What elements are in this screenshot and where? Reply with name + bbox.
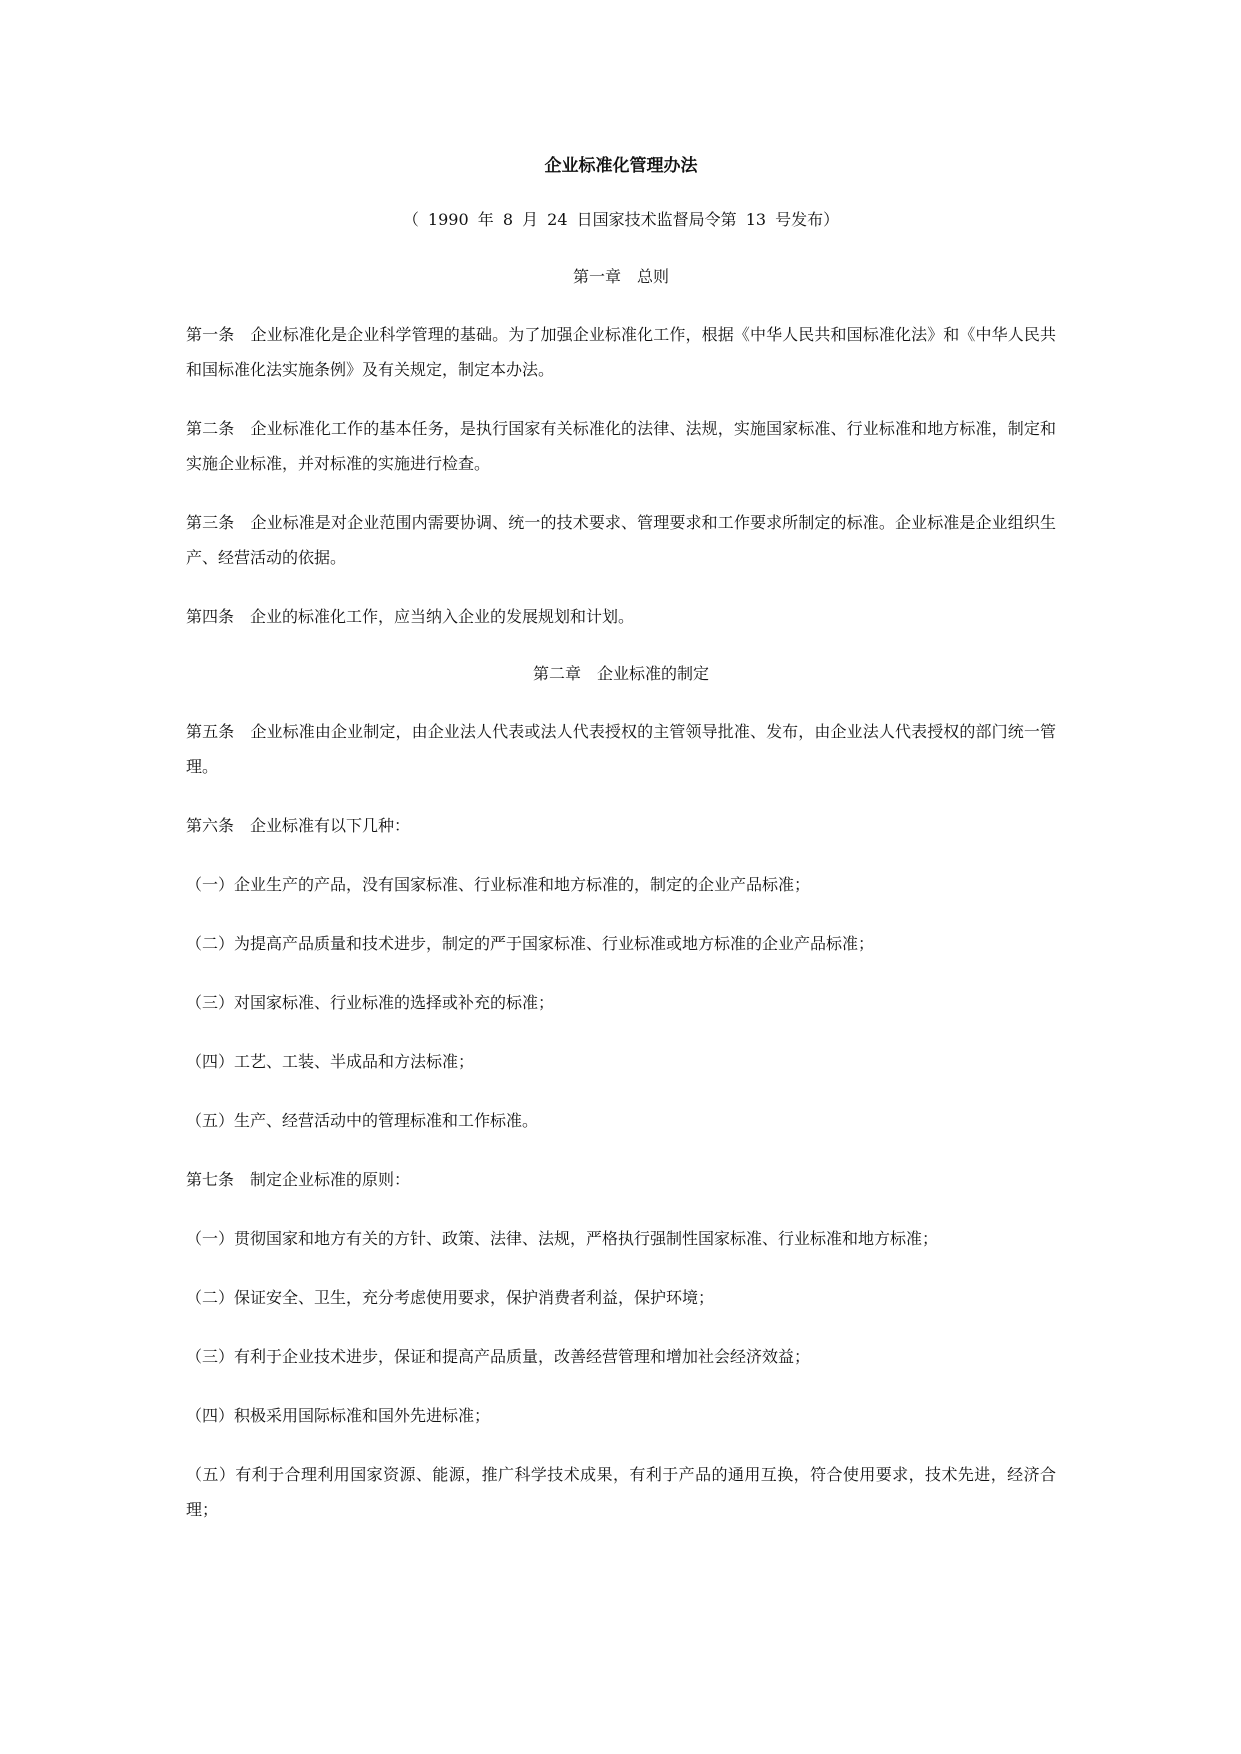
- chapter-heading: 第二章 企业标准的制定: [532, 664, 709, 683]
- article-paragraph: 第五条 企业标准由企业制定，由企业法人代表或法人代表授权的主管领导批准、发布，由企业法人代表授权的部门统一管理。: [186, 722, 1056, 776]
- list-item: （四）工艺、工装、半成品和方法标准；: [186, 1052, 475, 1071]
- list-item: （五）生产、经营活动中的管理标准和工作标准。: [186, 1111, 539, 1130]
- chapter-heading: 第一章 总则: [572, 267, 669, 286]
- list-item: （五）有利于合理利用国家资源、能源，推广科学技术成果，有利于产品的通用互换，符合使用要求，技术先进，经济合理；: [186, 1465, 1056, 1519]
- list-item: （二）保证安全、卫生，充分考虑使用要求，保护消费者利益，保护环境；: [186, 1288, 715, 1307]
- article-paragraph: 第七条 制定企业标准的原则：: [186, 1170, 411, 1189]
- list-item: （四）积极采用国际标准和国外先进标准；: [186, 1406, 491, 1425]
- list-item: （三）有利于企业技术进步，保证和提高产品质量，改善经营管理和增加社会经济效益；: [186, 1347, 811, 1366]
- document-subtitle: （ 1990 年 8 月 24 日国家技术监督局令第 13 号发布）: [402, 210, 840, 229]
- article-paragraph: 第二条 企业标准化工作的基本任务，是执行国家有关标准化的法律、法规，实施国家标准、行业标准和地方标准，制定和实施企业标准，并对标准的实施进行检查。: [186, 419, 1056, 473]
- document-title: 企业标准化管理办法: [544, 156, 698, 176]
- document-body: [186, 150, 1056, 1551]
- list-item: （一）贯彻国家和地方有关的方针、政策、法律、法规，严格执行强制性国家标准、行业标准和地方标准；: [186, 1229, 939, 1248]
- list-item: （一）企业生产的产品，没有国家标准、行业标准和地方标准的，制定的企业产品标准；: [186, 875, 811, 894]
- list-item: （三）对国家标准、行业标准的选择或补充的标准；: [186, 993, 555, 1012]
- article-paragraph: 第一条 企业标准化是企业科学管理的基础。为了加强企业标准化工作，根据《中华人民共和国标准化法》和《中华人民共和国标准化法实施条例》及有关规定，制定本办法。: [186, 325, 1056, 379]
- article-paragraph: 第三条 企业标准是对企业范围内需要协调、统一的技术要求、管理要求和工作要求所制定的标准。企业标准是企业组织生产、经营活动的依据。: [186, 513, 1056, 567]
- article-paragraph: 第四条 企业的标准化工作，应当纳入企业的发展规划和计划。: [186, 607, 635, 626]
- list-item: （二）为提高产品质量和技术进步，制定的严于国家标准、行业标准或地方标准的企业产品标准；: [186, 934, 875, 953]
- article-paragraph: 第六条 企业标准有以下几种：: [186, 816, 411, 835]
